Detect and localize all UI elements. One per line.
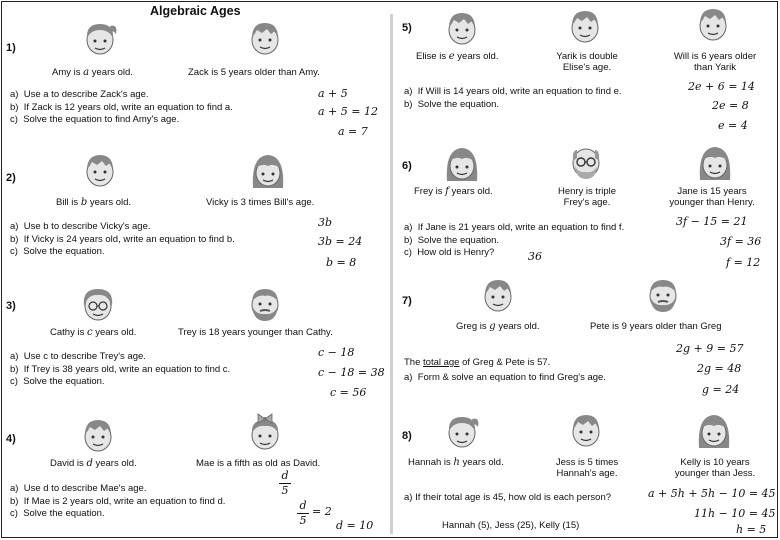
problem-8-person-c: Kelly is 10 years younger than Jess. [674, 457, 756, 479]
problem-8-questions: a) If their total age is 45, how old is each person? [404, 492, 612, 503]
problem-4-answer-b-rhs: = 2 [312, 505, 332, 518]
problem-5-questions: a) If Will is 14 years old, write an equation to find e. b) Solve the equation. [404, 86, 622, 110]
old-man-glasses-icon [566, 142, 606, 182]
column-divider [390, 14, 393, 534]
boy-face-icon [442, 8, 482, 48]
problem-8-answer-3: h = 5 [736, 523, 767, 536]
problem-5-number: 5) [402, 22, 412, 34]
problem-3-answer-c: c = 56 [330, 386, 367, 399]
problem-6-number: 6) [402, 160, 412, 172]
problem-5-answer-1: 2e + 6 = 14 [688, 80, 755, 93]
problem-8-person-a: Hannah is h years old. [408, 457, 504, 468]
problem-3-questions: a) Use c to describe Trey's age. b) If Trey is 38 years old, write an equation to find c. c) Solve the equation. [10, 351, 231, 387]
boy-face-icon [565, 6, 605, 46]
girl-bow-icon [245, 412, 285, 452]
problem-4-number: 4) [6, 433, 16, 445]
problem-3-number: 3) [6, 300, 16, 312]
problem-7-number: 7) [402, 295, 412, 307]
problem-3-person-b: Trey is 18 years younger than Cathy. [178, 327, 333, 338]
problem-7-statement: The total age of Greg & Pete is 57. [404, 357, 551, 368]
boy-face-icon [78, 415, 118, 455]
problem-6-person-b: Henry is triple Frey's age. [557, 186, 617, 208]
problem-5-answer-3: e = 4 [718, 119, 748, 132]
problem-6-person-a: Frey is f years old. [414, 186, 493, 197]
problem-8-number: 8) [402, 430, 412, 442]
problem-4-questions: a) Use d to describe Mae's age. b) If Mae is 2 years old, write an equation to find d. c) Solve the equation. [10, 483, 226, 519]
page-title: Algebraic Ages [150, 4, 241, 18]
problem-1-answer-c: a = 7 [338, 125, 368, 138]
boy-face-icon [566, 410, 606, 450]
problem-8-answer-1: a + 5h + 5h − 10 = 45 [648, 487, 776, 500]
problem-2-answer-c: b = 8 [326, 256, 357, 269]
problem-3-person-a: Cathy is c years old. [50, 327, 137, 338]
girl-long-hair-icon [695, 142, 735, 182]
problem-7-answer-2: 2g = 48 [697, 362, 742, 375]
girl-long-hair-icon [442, 143, 482, 183]
boy-face-icon [245, 18, 285, 58]
problem-4-person-a: David is d years old. [50, 458, 137, 469]
problem-1-answer-a: a + 5 [318, 87, 348, 100]
problem-2-questions: a) Use b to describe Vicky's age. b) If Vicky is 24 years old, write an equation to find b. c) Solve the equation. [10, 221, 235, 257]
problem-7-questions: a) Form & solve an equation to find Greg's age. [404, 372, 606, 383]
problem-2-answer-b: 3b = 24 [318, 235, 363, 248]
problem-6-answer-2: 3f = 36 [720, 235, 762, 248]
bearded-man-icon [643, 275, 683, 315]
problem-8-person-b: Jess is 5 times Hannah's age. [555, 457, 619, 479]
girl-long-hair-icon [248, 150, 288, 190]
problem-4-answer-c: d = 10 [336, 519, 374, 532]
problem-7-answer-3: g = 24 [702, 383, 740, 396]
woman-glasses-icon [78, 284, 118, 324]
problem-5-person-b: Yarik is double Elise's age. [556, 51, 618, 73]
problem-2-person-a: Bill is b years old. [56, 197, 132, 208]
problem-5-person-a: Elise is e years old. [416, 51, 499, 62]
problem-8-answer-2: 11h − 10 = 45 [694, 507, 776, 520]
problem-2-answer-a: 3b [318, 216, 333, 229]
problem-6-answer-3: f = 12 [726, 256, 761, 269]
problem-1-number: 1) [6, 42, 16, 54]
problem-1-person-b: Zack is 5 years older than Amy. [188, 67, 320, 78]
problem-6-henry-answer: 36 [528, 250, 542, 263]
problem-1-person-a: Amy is a years old. [52, 67, 133, 78]
problem-1-answer-b: a + 5 = 12 [318, 105, 378, 118]
boy-face-icon [80, 150, 120, 190]
problem-6-answer-1: 3f − 15 = 21 [676, 215, 748, 228]
problem-3-answer-a: c − 18 [318, 346, 355, 359]
problem-4-answer-a: d 5 [279, 470, 291, 497]
problem-2-number: 2) [6, 172, 16, 184]
problem-8-final-answer: Hannah (5), Jess (25), Kelly (15) [442, 520, 580, 531]
problem-7-person-a: Greg is g years old. [456, 321, 540, 332]
boy-face-icon [693, 4, 733, 44]
problem-5-answer-2: 2e = 8 [712, 99, 749, 112]
problem-2-person-b: Vicky is 3 times Bill's age. [206, 197, 315, 208]
problem-4-person-b: Mae is a fifth as old as David. [196, 458, 321, 469]
problem-3-answer-b: c − 18 = 38 [318, 366, 385, 379]
problem-4-answer-b-fraction: d 5 [297, 500, 309, 527]
girl-long-hair-icon [694, 410, 734, 450]
problem-7-answer-1: 2g + 9 = 57 [676, 342, 744, 355]
problem-1-questions: a) Use a to describe Zack's age. b) If Zack is 12 years old, write an equation to find a. c) Solve the equation to find Amy's age. [10, 89, 233, 125]
girl-face-icon [80, 18, 120, 58]
girl-face-icon [442, 411, 482, 451]
problem-7-person-b: Pete is 9 years older than Greg [590, 321, 722, 332]
problem-5-person-c: Will is 6 years older than Yarik [673, 51, 757, 73]
problem-6-person-c: Jane is 15 years younger than Henry. [669, 186, 755, 208]
boy-face-icon [478, 275, 518, 315]
problem-6-questions: a) If Jane is 21 years old, write an equation to find f. b) Solve the equation. c) How old is Henry? [404, 222, 625, 258]
bearded-man-icon [245, 284, 285, 324]
